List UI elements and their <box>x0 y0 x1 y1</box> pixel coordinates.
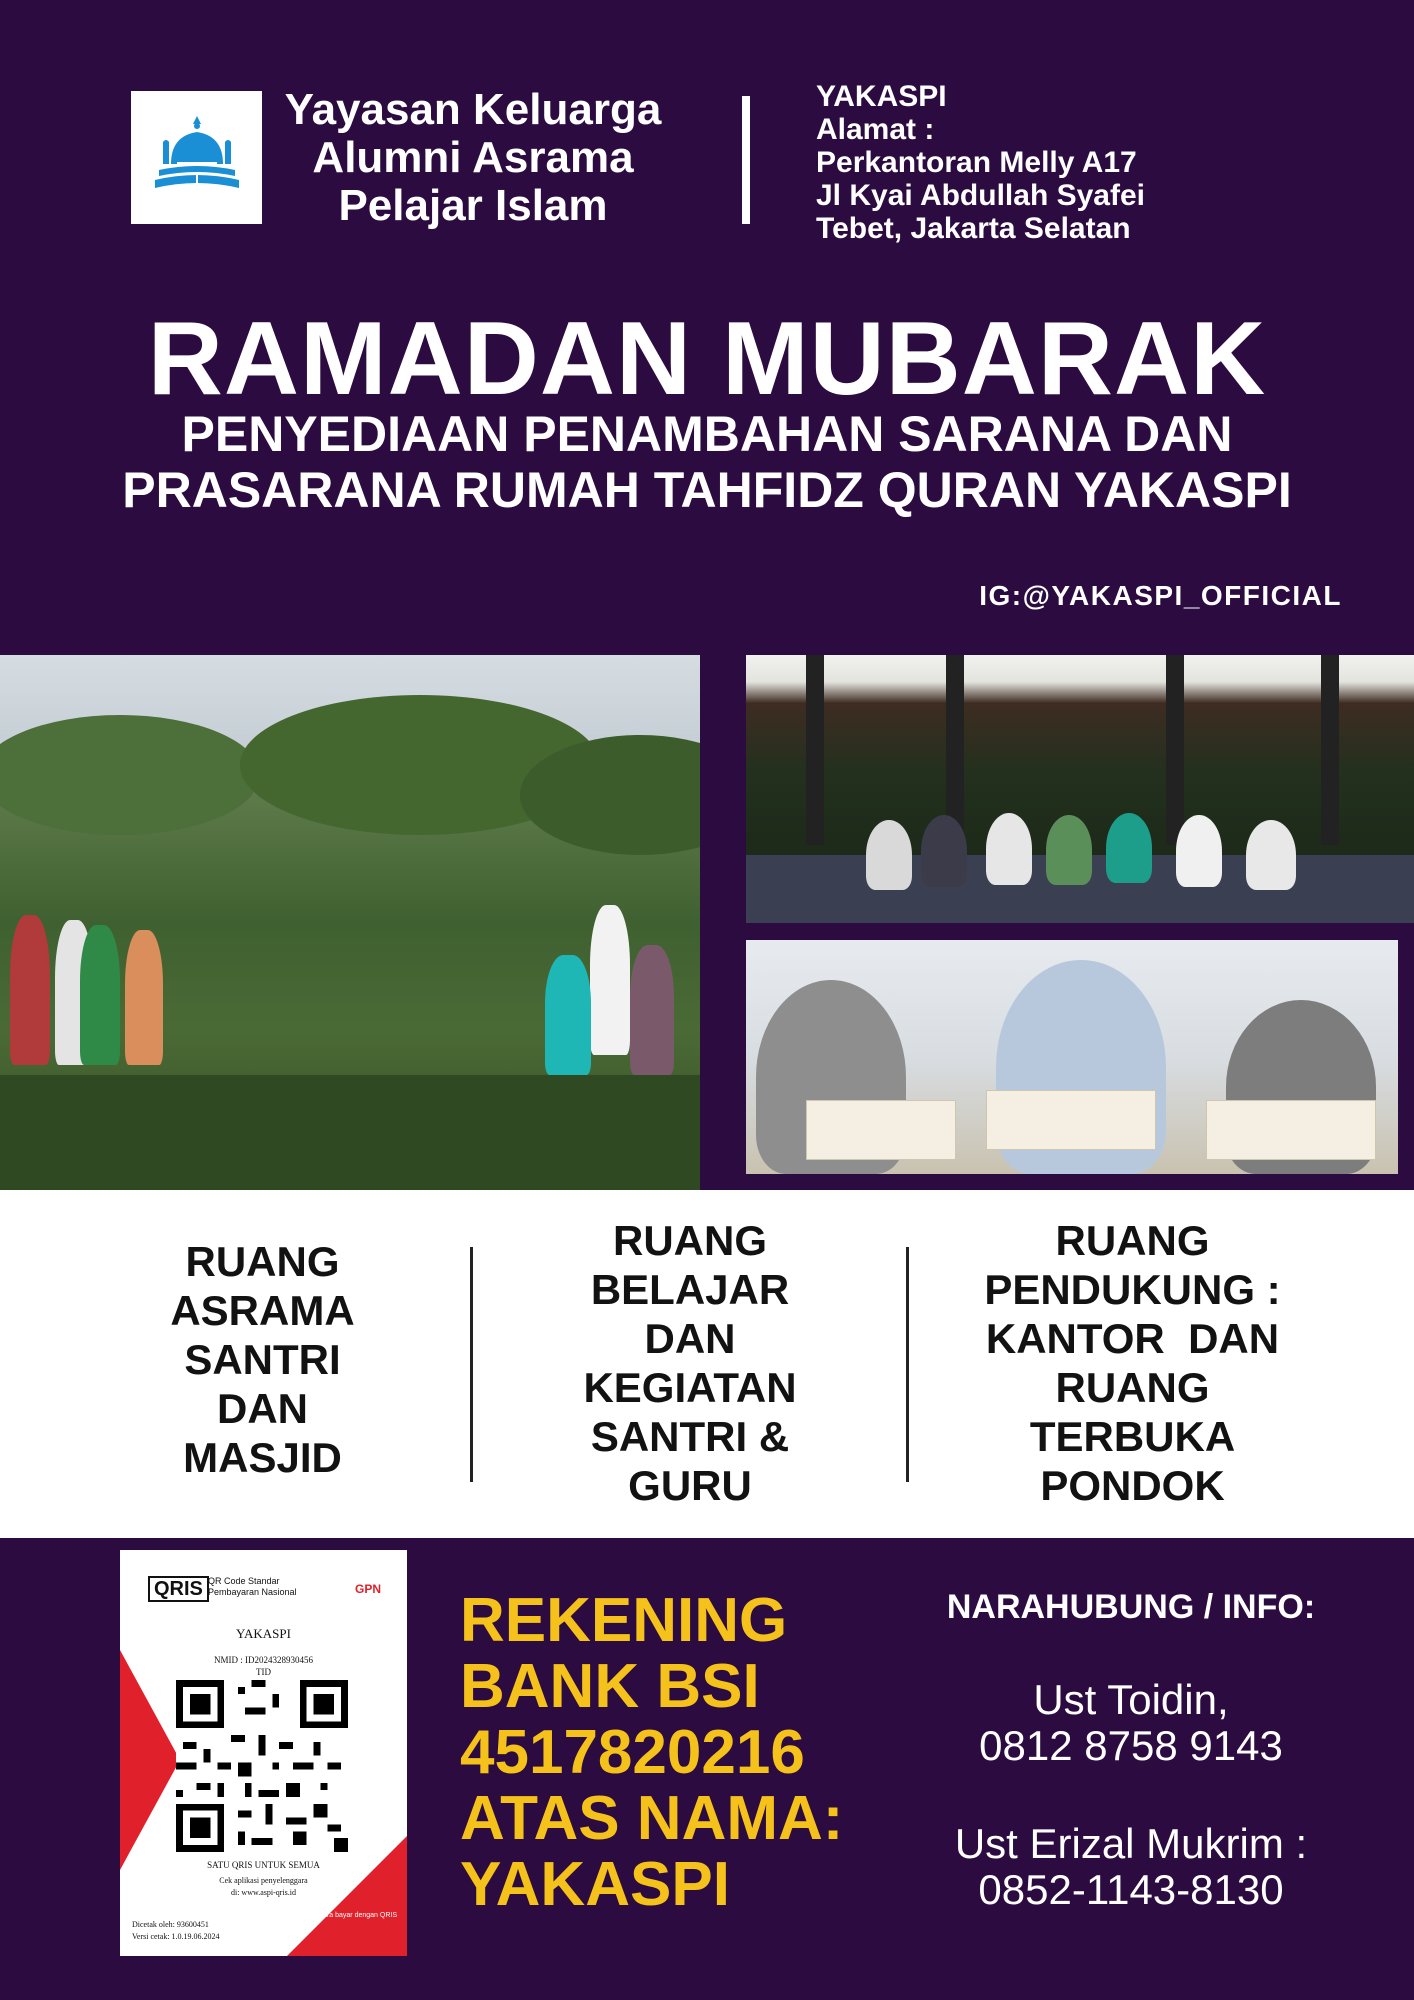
subtitle-line: PRASARANA RUMAH TAHFIDZ QURAN YAKASPI <box>122 462 1292 518</box>
quran-book <box>1206 1100 1376 1160</box>
person <box>1176 815 1222 887</box>
contact-phone[interactable]: 0812 8758 9143 <box>979 1722 1283 1769</box>
person <box>986 813 1032 885</box>
person <box>1046 815 1092 885</box>
bank-account-info <box>460 1588 843 1918</box>
facility-line: PONDOK <box>1040 1462 1225 1509</box>
org-name-line: Alumni Asrama <box>312 133 634 182</box>
subtitle-line: PENYEDIAAN PENAMBAHAN SARANA DAN <box>181 406 1233 462</box>
facility-column-asrama <box>120 1237 405 1482</box>
person <box>545 955 591 1075</box>
person <box>590 905 630 1055</box>
facility-line: SANTRI <box>184 1336 341 1383</box>
pillar <box>806 655 824 845</box>
address-block <box>816 80 1236 245</box>
decor-red-shape <box>120 1650 180 1870</box>
org-name-line: Yayasan Keluarga <box>284 85 662 134</box>
facility-column-belajar <box>540 1216 840 1510</box>
org-name-line: Pelajar Islam <box>338 181 608 230</box>
qris-merchant-name: YAKASPI <box>236 1626 291 1641</box>
instagram-handle: IG:@YAKASPI_OFFICIAL <box>979 580 1342 611</box>
facility-line: TERBUKA <box>1029 1413 1236 1460</box>
qris-nmid: NMID : ID2024328930456 <box>214 1655 313 1665</box>
facility-line: DAN <box>217 1385 308 1432</box>
acronym: YAKASPI <box>816 80 947 113</box>
facility-line: RUANG <box>1055 1364 1210 1411</box>
facility-line: DAN <box>644 1315 736 1362</box>
qris-version: Versi cetak: 1.0.19.06.2024 <box>132 1932 220 1941</box>
column-divider <box>906 1247 909 1482</box>
land-photo <box>0 655 700 1190</box>
facility-line: RUANG <box>185 1238 340 1285</box>
address-line: Jl Kyai Abdullah Syafei <box>816 179 1145 212</box>
gpn-logo: GPN <box>354 1582 381 1596</box>
facility-line: SANTRI & <box>590 1413 790 1460</box>
qris-logo: QRIS <box>148 1576 209 1602</box>
qris-how-to-pay: Cara bayar dengan QRIS <box>318 1912 397 1919</box>
qris-check-app: Cek aplikasi penyelenggara <box>219 1876 308 1885</box>
person <box>1106 813 1152 883</box>
facility-line: MASJID <box>183 1434 342 1481</box>
facility-line: PENDUKUNG : <box>984 1266 1281 1313</box>
address-label: Alamat : <box>816 113 935 146</box>
facility-line: GURU <box>628 1462 752 1509</box>
qris-website: di: www.aspi-qris.id <box>230 1888 297 1897</box>
qris-standard-line: Pembayaran Nasional <box>208 1587 297 1597</box>
bank-line: ATAS NAMA: <box>460 1784 844 1853</box>
contact-name: Ust Toidin, <box>1033 1676 1229 1723</box>
facility-line: RUANG <box>1055 1217 1210 1264</box>
quran-book <box>986 1090 1156 1150</box>
subtitle <box>0 406 1414 518</box>
person <box>866 820 912 890</box>
bank-account-number[interactable]: 4517820216 <box>460 1718 805 1787</box>
qr-code-icon <box>176 1680 348 1852</box>
qris-standard-line: QR Code Standar <box>208 1576 280 1586</box>
organization-name <box>268 86 678 230</box>
contact-phone[interactable]: 0852-1143-8130 <box>978 1866 1284 1913</box>
yakaspi-logo <box>131 91 262 224</box>
study-photo <box>746 940 1398 1174</box>
person <box>10 915 50 1065</box>
person <box>921 815 967 887</box>
quran-book <box>806 1100 956 1160</box>
facility-line: BELAJAR <box>590 1266 790 1313</box>
facility-column-pendukung <box>940 1216 1325 1510</box>
person <box>630 945 674 1075</box>
main-title: RAMADAN MUBARAK <box>147 301 1267 417</box>
bank-line: BANK BSI <box>460 1652 760 1721</box>
facility-line: RUANG <box>613 1217 767 1264</box>
contact-heading: NARAHUBUNG / INFO: <box>946 1588 1316 1626</box>
bank-line: YAKASPI <box>460 1850 730 1919</box>
contact-name: Ust Erizal Mukrim : <box>954 1820 1308 1867</box>
person <box>125 930 163 1065</box>
person <box>1246 820 1296 890</box>
person <box>80 925 120 1065</box>
meeting-photo <box>746 655 1414 923</box>
qris-tagline: SATU QRIS UNTUK SEMUA <box>207 1860 320 1870</box>
qris-standard-text <box>208 1576 328 1598</box>
column-divider <box>470 1247 473 1482</box>
address-line: Tebet, Jakarta Selatan <box>816 212 1131 245</box>
pillar <box>1321 655 1339 845</box>
pillar <box>1166 655 1184 845</box>
header-divider <box>742 96 750 224</box>
qris-printed-by: Dicetak oleh: 93600451 <box>132 1920 209 1929</box>
qris-tid: TID <box>256 1667 271 1677</box>
facility-line: ASRAMA <box>170 1287 355 1334</box>
bank-line: REKENING <box>460 1586 788 1655</box>
qris-card[interactable] <box>120 1550 407 1956</box>
mosque-book-icon <box>141 102 253 214</box>
address-line: Perkantoran Melly A17 <box>816 146 1137 179</box>
facility-line: KEGIATAN <box>583 1364 797 1411</box>
facility-line: KANTOR DAN <box>985 1315 1280 1362</box>
